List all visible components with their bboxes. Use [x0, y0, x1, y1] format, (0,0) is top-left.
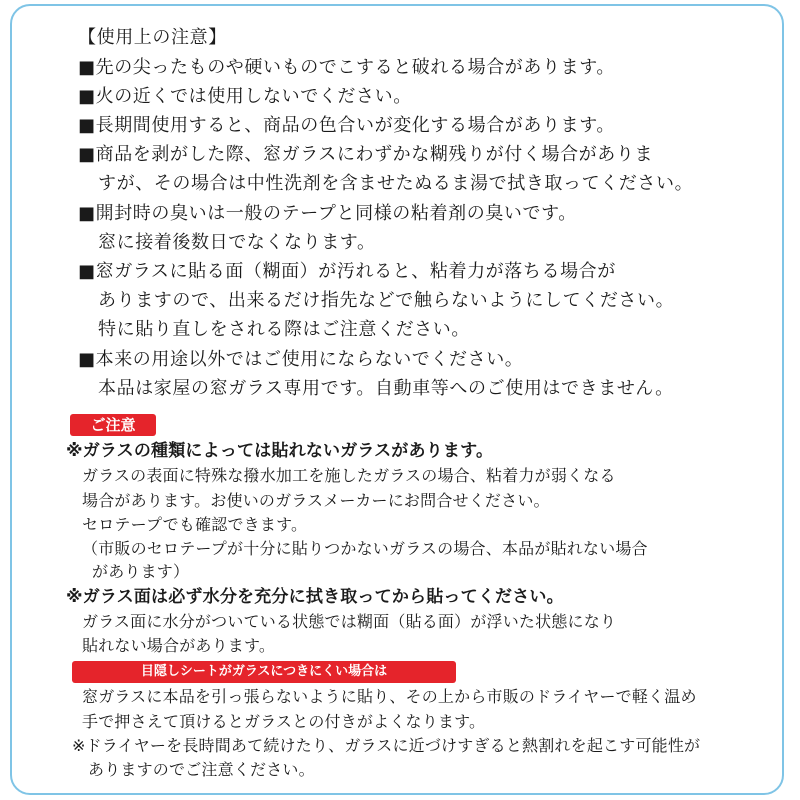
- caution-note-1-line-2: 場合があります。お使いのガラスメーカーにお問合せください。: [82, 491, 550, 510]
- usage-item-2: ■火の近くでは使用しないでください。: [78, 86, 412, 107]
- usage-item-5-line-2: 窓に接着後数日でなくなります。: [98, 232, 376, 253]
- caution-note-2-line-2: 貼れない場合があります。: [82, 636, 276, 655]
- caution-note-2-line-1: ガラス面に水分がついている状態では糊面（貼る面）が浮いた状態になり: [82, 612, 617, 631]
- usage-item-3: ■長期間使用すると、商品の色合いが変化する場合があります。: [78, 115, 615, 136]
- usage-item-7-line-1: ■本来の用途以外ではご使用にならないでください。: [78, 349, 524, 370]
- usage-item-4-line-2: すが、その場合は中性洗剤を含ませたぬるま湯で拭き取ってください。: [98, 173, 694, 194]
- tip-line-3: ※ドライヤーを長時間あて続けたり、ガラスに近づけすぎると熱割れを起こす可能性が: [72, 736, 701, 755]
- usage-item-6-line-2: ありますので、出来るだけ指先などで触らないようにしてください。: [98, 290, 675, 311]
- tip-line-4: ありますのでご注意ください。: [88, 760, 315, 779]
- caution-note-2-heading: ※ガラス面は必ず水分を充分に拭き取ってから貼ってください。: [66, 587, 564, 607]
- caution-note-1-line-3: セロテープでも確認できます。: [82, 515, 308, 534]
- caution-note-1-line-1: ガラスの表面に特殊な撥水加工を施したガラスの場合、粘着力が弱くなる: [82, 466, 616, 485]
- caution-note-1-line-5: があります）: [92, 562, 190, 581]
- usage-item-6-line-1: ■窓ガラスに貼る面（糊面）が汚れると、粘着力が落ちる場合が: [78, 261, 616, 282]
- caution-badge: ご注意: [70, 414, 156, 436]
- usage-item-4-line-1: ■商品を剥がした際、窓ガラスにわずかな糊残りが付く場合がありま: [78, 144, 654, 165]
- usage-item-1: ■先の尖ったものや硬いものでこすると破れる場合があります。: [78, 57, 615, 78]
- usage-item-7-line-2: 本品は家屋の窓ガラス専用です。自動車等へのご使用はできません。: [98, 378, 674, 399]
- usage-heading: 【使用上の注意】: [78, 27, 227, 48]
- caution-note-1-heading: ※ガラスの種類によっては貼れないガラスがあります。: [66, 441, 494, 461]
- caution-note-1-line-4: （市販のセロテープが十分に貼りつかないガラスの場合、本品が貼れない場合: [82, 539, 648, 558]
- tip-badge: 目隠しシートがガラスにつきにくい場合は: [72, 661, 456, 683]
- tip-line-1: 窓ガラスに本品を引っ張らないように貼り、その上から市販のドライヤーで軽く温め: [82, 687, 697, 706]
- usage-item-6-line-3: 特に貼り直しをされる際はご注意ください。: [98, 319, 470, 340]
- tip-line-2: 手で押さえて頂けるとガラスとの付きがよくなります。: [82, 712, 486, 731]
- usage-item-5-line-1: ■開封時の臭いは一般のテープと同様の粘着剤の臭いです。: [78, 203, 577, 224]
